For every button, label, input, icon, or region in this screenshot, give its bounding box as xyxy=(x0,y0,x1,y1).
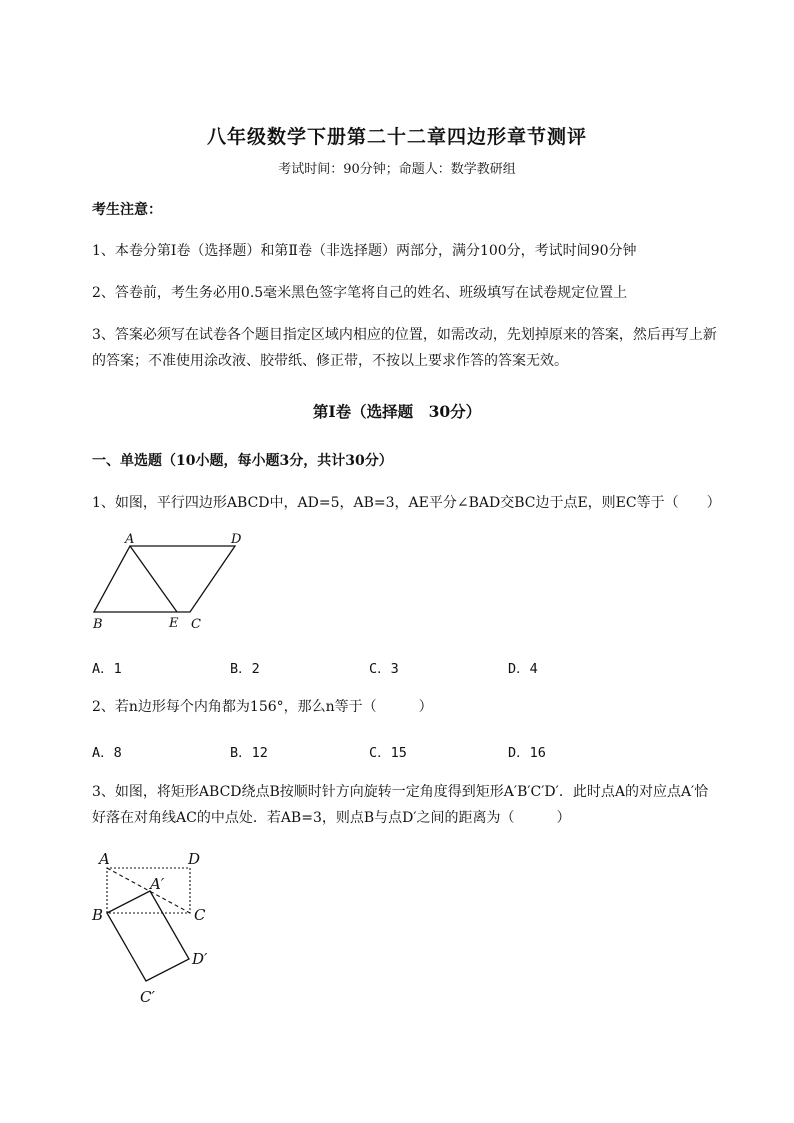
q2-option-a[interactable]: A．8 xyxy=(92,745,122,761)
segment-ae xyxy=(130,546,177,612)
notice-item-3-cont: 的答案；不准使用涂改液、胶带纸、修正带，不按以上要求作答的答案无效。 xyxy=(92,353,568,369)
q1-option-d[interactable]: D．4 xyxy=(508,661,538,677)
question-3-figure xyxy=(88,848,228,1013)
exam-info: 考试时间：90分钟；命题人：数学教研组 xyxy=(278,162,516,177)
label-c-prime: C′ xyxy=(140,988,155,1006)
section-title: 第I卷（选择题 30分） xyxy=(312,402,482,421)
question-1-figure xyxy=(85,532,255,632)
page-title: 八年级数学下册第二十二章四边形章节测评 xyxy=(206,126,587,148)
q1-option-b[interactable]: B．2 xyxy=(230,661,260,677)
label-d: D xyxy=(188,850,201,868)
label-c: C xyxy=(194,906,206,924)
q1-option-a[interactable]: A．1 xyxy=(92,661,122,677)
label-a: A xyxy=(99,850,110,868)
label-b: B xyxy=(93,617,103,632)
q2-option-c[interactable]: C．15 xyxy=(369,745,407,761)
label-a: A xyxy=(125,532,135,547)
part-title: 一、单选题（10小题，每小题3分，共计30分） xyxy=(92,453,393,469)
label-c: C xyxy=(191,617,201,632)
parallelogram-abcd xyxy=(94,546,235,612)
q2-option-b[interactable]: B．12 xyxy=(230,745,268,761)
label-e: E xyxy=(169,616,179,631)
notice-item-1: 1、本卷分第I卷（选择题）和第Ⅱ卷（非选择题）两部分，满分100分，考试时间90分钟 xyxy=(92,243,637,259)
question-3-stem-line1: 3、如图，将矩形ABCD绕点B按顺时针方向旋转一定角度得到矩形A′B′C′D′．此时点A的对应点A′恰 xyxy=(92,784,709,800)
label-a-prime: A′ xyxy=(150,875,165,893)
question-1-stem: 1、如图，平行四边形ABCD中，AD=5，AB=3，AE平分∠BAD交BC边于点E，则EC等于（ ） xyxy=(92,495,721,511)
question-3-stem-line2: 好落在对角线AC的中点处．若AB=3，则点B与点D′之间的距离为（ ） xyxy=(92,810,571,826)
notice-item-2: 2、答卷前，考生务必用0.5毫米黑色签字笔将自己的姓名、班级填写在试卷规定位置上 xyxy=(92,285,628,301)
q2-option-d[interactable]: D．16 xyxy=(508,745,546,761)
rectangle-a1b1c1d1 xyxy=(107,891,189,981)
notice-heading: 考生注意： xyxy=(92,202,162,218)
notice-item-3: 3、答案必须写在试卷各个题目指定区域内相应的位置，如需改动，先划掉原来的答案，然后再写上新 xyxy=(92,327,717,343)
label-b: B xyxy=(92,906,104,924)
label-d: D xyxy=(231,532,242,547)
q1-option-c[interactable]: C．3 xyxy=(369,661,399,677)
label-d-prime: D′ xyxy=(192,950,208,968)
question-2-stem: 2、若n边形每个内角都为156°，那么n等于（ ） xyxy=(92,699,433,715)
